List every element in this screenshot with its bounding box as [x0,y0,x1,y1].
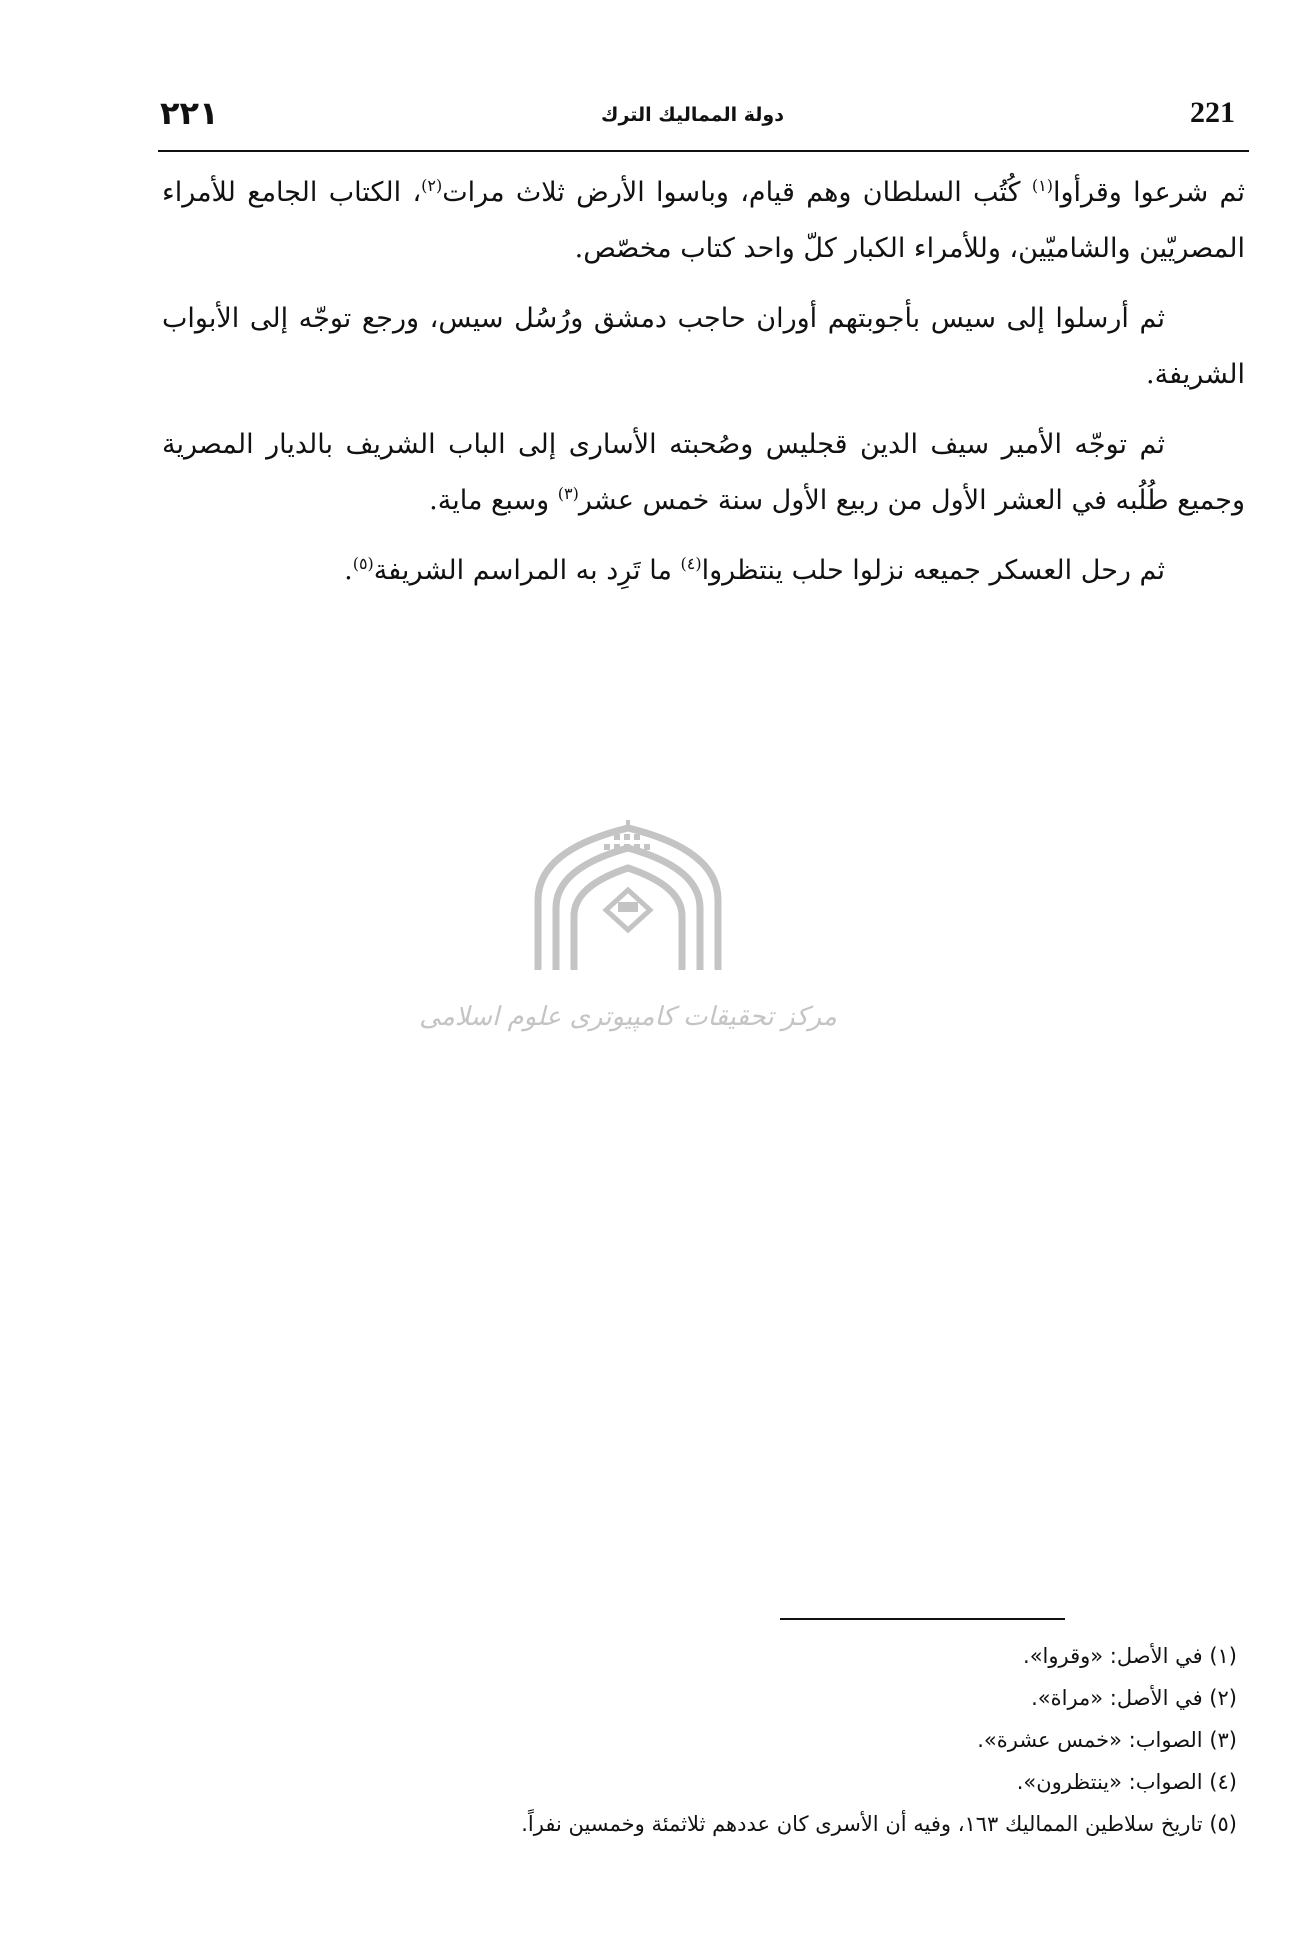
footnote-4: (٤) الصواب: «ينتظرون». [1016,1770,1237,1794]
header-rule [158,150,1249,152]
paragraph-1-text-b: كُتُب السلطان وهم قيام، وباسوا الأرض ثلاث مرات [442,177,1032,208]
page-header [140,88,1245,148]
paragraph-3-text-a: ثم توجّه الأمير سيف الدين قجليس وصُحبته الأسارى إلى الباب الشريف بالديار المصرية وجميع طُلُبه في العشر الأول من ربيع الأول سنة خمس عشر [162,429,1245,516]
footnote-3: (٣) الصواب: «خمس عشرة». [977,1728,1237,1752]
paragraph-4-text-c: . [344,555,353,586]
paragraph-1-text-a: ثم شرعوا وقرأوا [1052,177,1245,208]
paragraph-4-text-a: ثم رحل العسكر جميعه نزلوا حلب ينتظروا [701,555,1165,586]
paragraph-3-text-b: وسبع ماية. [429,485,558,516]
watermark [419,820,837,1070]
paragraph-1 [162,165,1245,277]
footnote-marker-3: (٣) [557,484,579,503]
footnote-rule [780,1618,1065,1620]
footnote-marker-1: (١) [1031,176,1053,195]
running-title: دولة المماليك الترك [601,104,784,126]
paragraph-3 [162,417,1245,529]
watermark-text: مرکز تحقیقات کامپیوتری علوم اسلامی [419,1002,837,1032]
footnotes [240,1635,1237,1845]
paragraph-4 [162,543,1245,599]
page-number-arabic: ٢٢١ [160,94,219,132]
footnote-5: (٥) تاريخ سلاطين المماليك ١٦٣، وفيه أن الأسرى كان عددهم ثلاثمئة وخمسين نفراً. [521,1812,1237,1836]
paragraph-2: ثم أرسلوا إلى سيس بأجوبتهم أوران حاجب دمشق ورُسُل سيس، ورجع توجّه إلى الأبواب الشريفة. [162,303,1245,390]
footnote-marker-4: (٤) [680,554,702,573]
paragraph-4-text-b: ما تَرِد به المراسم الشريفة [373,555,681,586]
footnote-marker-2: (٢) [421,176,443,195]
footnote-2: (٢) في الأصل: «مراة». [1031,1686,1237,1710]
body-text [162,165,1245,613]
mosque-dome-logo-icon [419,820,837,1070]
paragraph-1-text-c: ، الكتاب الجامع للأمراء المصريّين والشاميّين، وللأمراء الكبار كلّ واحد كتاب مخصّص. [162,177,1245,264]
footnote-1: (١) في الأصل: «وقروا». [1023,1644,1237,1668]
footnote-marker-5: (٥) [352,554,374,573]
page-number-latin: 221 [1190,96,1235,129]
